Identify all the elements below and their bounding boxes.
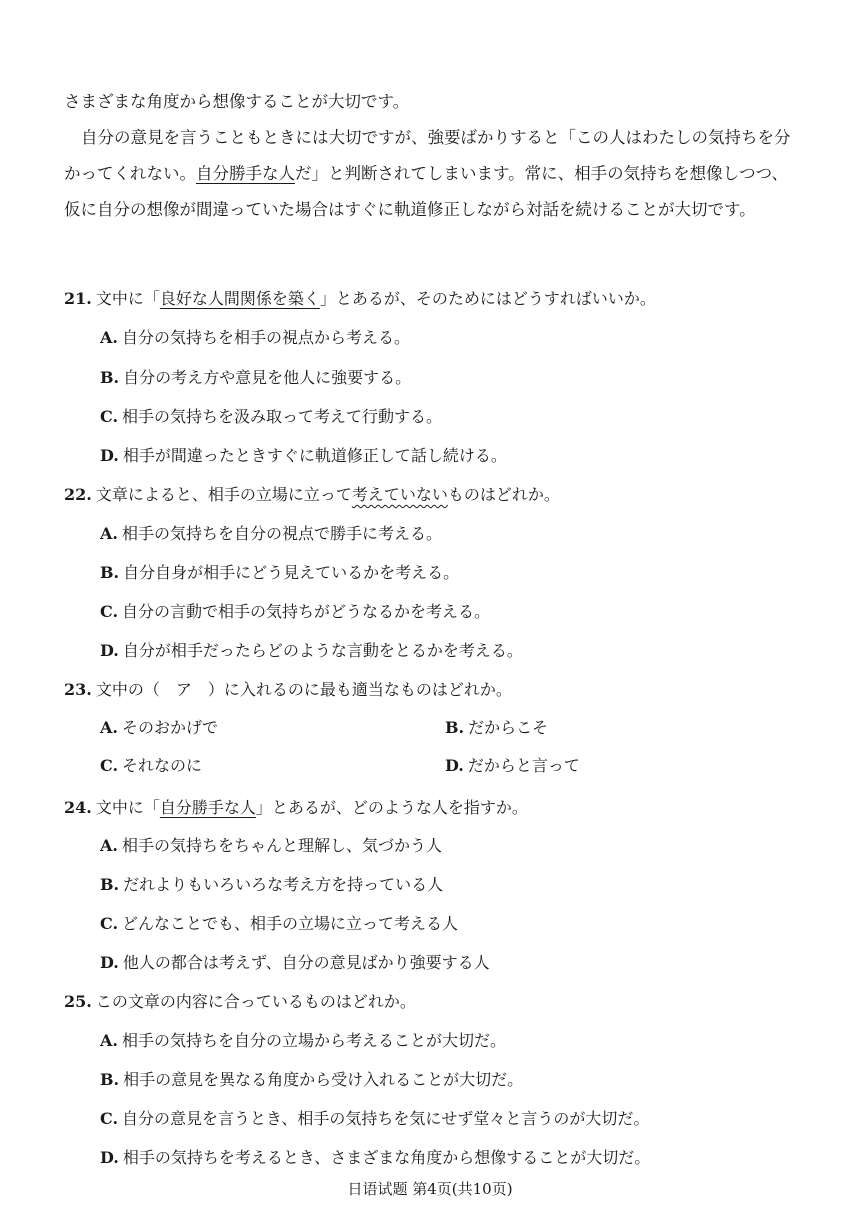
q24-option-d[interactable]: D. 他人の都合は考えず、自分の意見ばかり強要する人 (100, 953, 490, 972)
q25-option-a[interactable]: A. 相手の気持ちを自分の立場から考えることが大切だ。 (100, 1031, 506, 1050)
q24-option-c[interactable]: C. どんなことでも、相手の立場に立って考える人 (100, 914, 459, 933)
q22-option-b[interactable]: B. 自分自身が相手にどう見えているかを考える。 (100, 563, 460, 582)
question-21: 21. 文中に「良好な人間関係を築く」とあるが、そのためにはどうすればいいか。 (64, 289, 656, 308)
question-23: 23. 文中の（ ア ）に入れるのに最も適当なものはどれか。 (64, 680, 512, 699)
q23-option-c[interactable]: C. それなのに (100, 756, 203, 775)
q23-option-b[interactable]: B. だからこそ (445, 718, 549, 737)
q23-option-a[interactable]: A. そのおかげで (100, 718, 218, 737)
q23-option-d[interactable]: D. だからと言って (445, 756, 580, 775)
q22-option-d[interactable]: D. 自分が相手だったらどのような言動をとるかを考える。 (100, 641, 523, 660)
q25-option-c[interactable]: C. 自分の意見を言うとき、相手の気持ちを気にせず堂々と言うのが大切だ。 (100, 1109, 650, 1128)
passage-paragraph-2: 自分の意見を言うこともときには大切ですが、強要ばかりすると「この人はわたしの気持ちを分かってくれない。自分勝手な人だ」と判断されてしまいます。常に、相手の気持ちを想像しつつ、仮に自分の想像が間違っていた場合はすぐに軌道修正しながら対話を続けることが大切です。 (64, 128, 791, 219)
passage-line-1: さまざまな角度から想像することが大切です。 (64, 92, 410, 111)
q25-option-d[interactable]: D. 相手の気持ちを考えるとき、さまざまな角度から想像することが大切だ。 (100, 1148, 651, 1167)
q22-option-c[interactable]: C. 自分の言動で相手の気持ちがどうなるかを考える。 (100, 602, 491, 621)
q24-option-b[interactable]: B. だれよりもいろいろな考え方を持っている人 (100, 875, 444, 894)
q24-option-a[interactable]: A. 相手の気持ちをちゃんと理解し、気づかう人 (100, 836, 442, 855)
question-22: 22. 文章によると、相手の立場に立って考えていないものはどれか。 (64, 485, 560, 504)
q21-option-b[interactable]: B. 自分の考え方や意見を他人に強要する。 (100, 368, 412, 387)
page-footer: 日语试题 第4页(共10页) (347, 1180, 513, 1198)
q25-option-b[interactable]: B. 相手の意見を異なる角度から受け入れることが大切だ。 (100, 1070, 524, 1089)
question-24: 24. 文中に「自分勝手な人」とあるが、どのような人を指すか。 (64, 798, 528, 817)
q21-option-a[interactable]: A. 自分の気持ちを相手の視点から考える。 (100, 328, 410, 347)
q22-option-a[interactable]: A. 相手の気持ちを自分の視点で勝手に考える。 (100, 524, 442, 543)
question-25: 25. この文章の内容に合っているものはどれか。 (64, 992, 416, 1011)
q21-option-d[interactable]: D. 相手が間違ったときすぐに軌道修正して話し続ける。 (100, 446, 507, 465)
q21-option-c[interactable]: C. 相手の気持ちを汲み取って考えて行動する。 (100, 407, 443, 426)
underlined-phrase: 自分勝手な人 (196, 164, 295, 183)
